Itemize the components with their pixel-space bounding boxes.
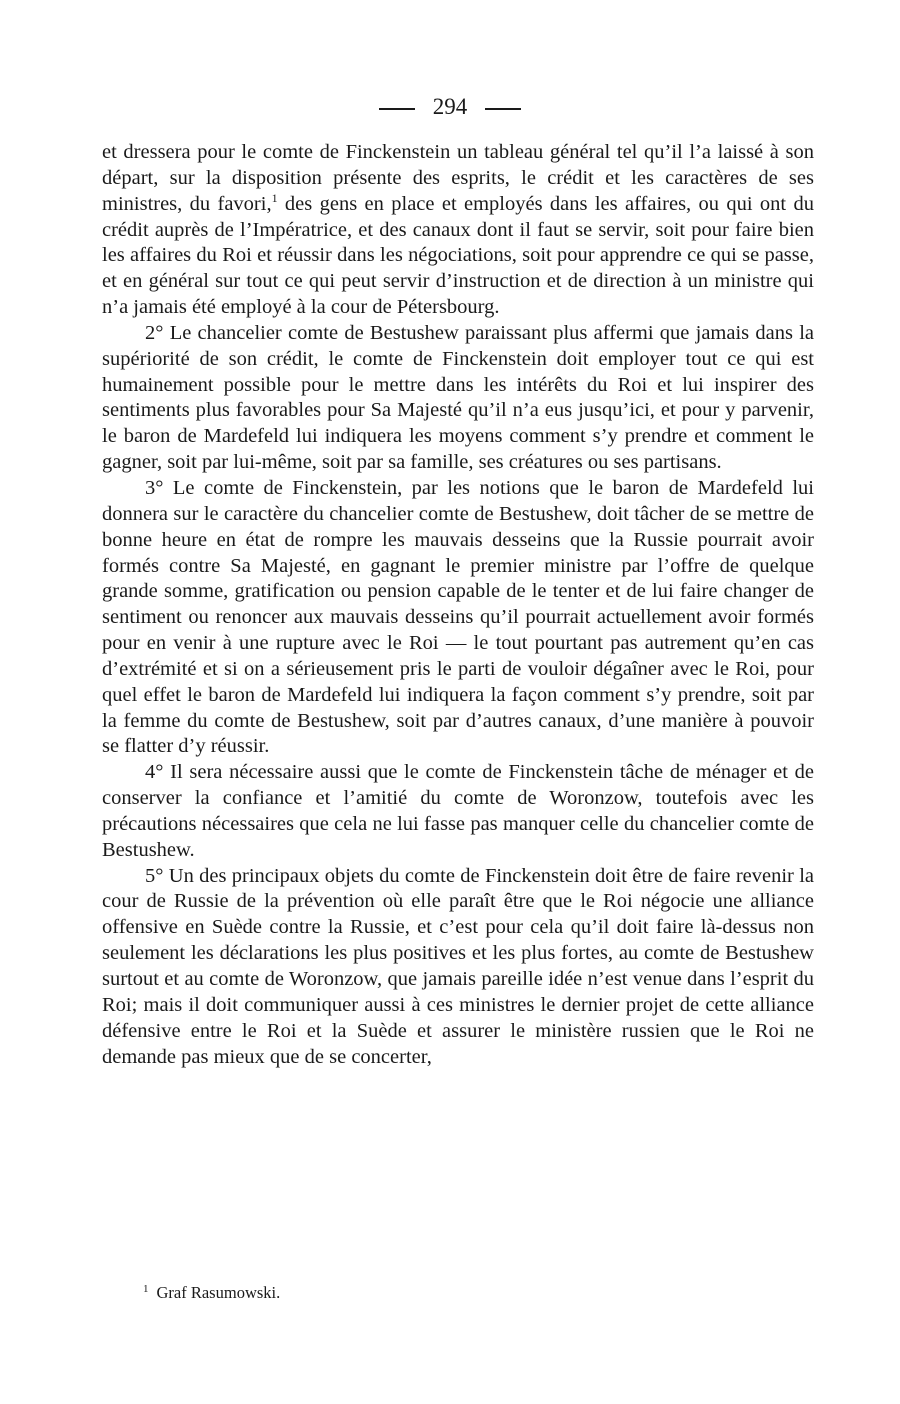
header-dash-right — [485, 108, 521, 110]
paragraph-item-4: 4° Il sera nécessaire aussi que le comte de Finckenstein tâche de ménager et de conserver la confiance et l’amitié du comte de Woronzow, toutefois avec les précautions nécessaires que cela ne lui fasse pas manquer celle du chancelier comte de Bestushew. — [102, 761, 814, 861]
paragraph-item-3: 3° Le comte de Finckenstein, par les notions que le baron de Mardefeld lui donnera sur le caractère du chancelier comte de Bestushew, doit tâcher de se mettre de bonne heure en état de rompre les mauvais desseins que la Russie pourrait avoir formés contre Sa Majesté, en gagnant le premier ministre par l’offre de quelque grande somme, gratification ou pension capable de le tenter et de lui faire changer de sentiment ou renoncer aux mauvais desseins qu’il pourrait actuellement avoir formés pour en venir à une rupture avec le Roi — le tout pourtant pas autrement qu’en cas d’extrémité et si on a sérieusement pris le parti de vouloir dégaîner avec le Roi, pour quel effet le baron de Mardefeld lui indiquera la façon comment s’y prendre, soit par la femme du comte de Bestushew, soit par d’autres canaux, d’une manière à pouvoir se flatter d’y réussir. — [102, 476, 814, 758]
paragraph-item-5: 5° Un des principaux objets du comte de Finckenstein doit être de faire revenir la cour de Russie de la prévention où elle paraît être que le Roi négocie une alliance offensive en Suède contre la Russie, et c’est pour cela qu’il doit faire là-dessus non seulement les déclarations les plus positives et les plus fortes, au comte de Bestushew surtout et au comte de Woronzow, que jamais pareille idée n’est venue dans l’esprit du Roi; mais il doit communiquer aussi à ces ministres le dernier projet de cette alliance défensive entre le Roi et la Suède et assurer le ministère russien que le Roi ne demande pas mieux que de se concerter, — [102, 864, 814, 1068]
paragraph-continuation — [102, 140, 814, 321]
footnote — [143, 1282, 280, 1304]
footnote-text: Graf Rasumowski. — [156, 1283, 281, 1302]
paragraph-item-2: 2° Le chancelier comte de Bestushew paraissant plus affermi que jamais dans la supériorité de son crédit, le comte de Finckenstein doit employer tout ce qui est humainement possible pour le mettre dans les intérêts du Roi et lui inspirer des sentiments plus favorables pour Sa Majesté qu’il n’a eus jusqu’ici, et pour y parvenir, le baron de Mardefeld lui indiquera les moyens comment s’y prendre et comment le gagner, soit par lui-même, soit par sa famille, ses créatures ou ses partisans. — [102, 321, 814, 474]
header-dash-left — [379, 108, 415, 110]
paragraph-text: et dressera pour le comte de Finckenstein un tableau général tel qu’il l’a laissé à son départ, sur la disposition présente des esprits, le crédit et les caractères de ses ministres, du favori, — [102, 141, 814, 215]
paragraph-text: des gens en place et employés dans les affaires, ou qui ont du crédit auprès de l’Impératrice, et des canaux dont il faut se servir, soit pour faire bien les affaires du Roi et réussir dans les négociations, soit pour apprendre ce qui se passe, et en général sur tout ce qui peut servir d’instruction et de direction à un ministre qui n’a jamais été employé à la cour de Pétersbourg. — [102, 192, 814, 319]
body-text — [102, 140, 814, 1070]
page-number: 294 — [432, 94, 468, 119]
page-header — [0, 92, 900, 122]
footnote-mark: 1 — [143, 1282, 149, 1295]
footnote-reference: 1 — [271, 190, 278, 205]
